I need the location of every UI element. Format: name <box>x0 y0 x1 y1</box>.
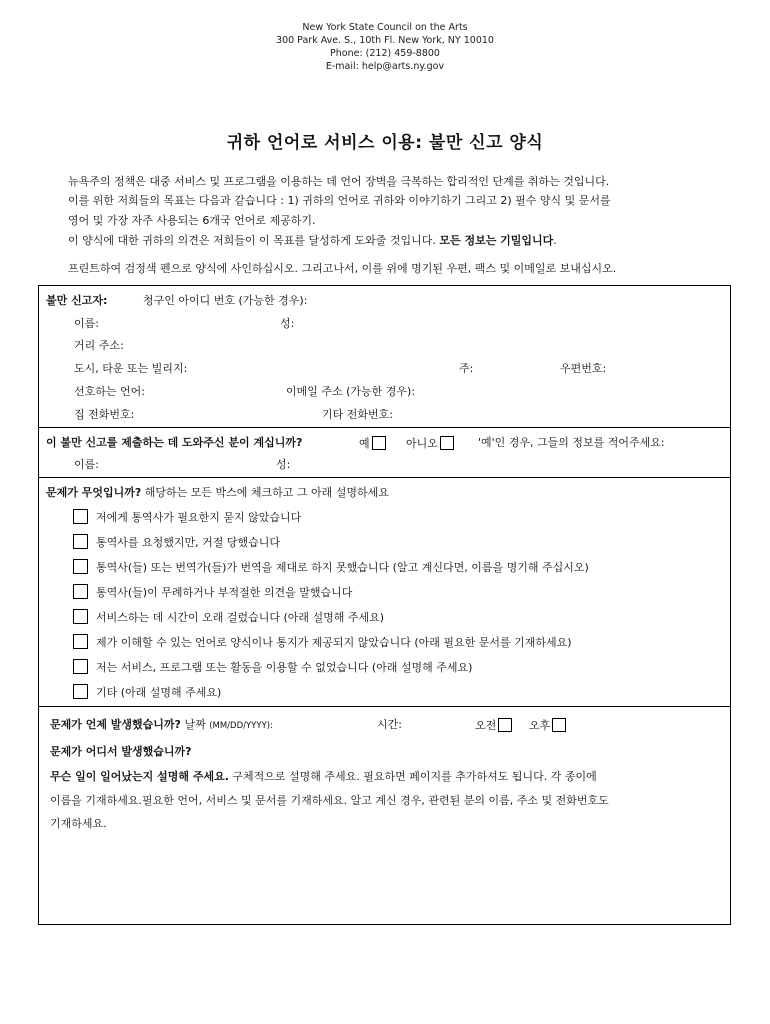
org-phone: Phone: (212) 459-8800 <box>330 48 440 59</box>
problem-checkbox[interactable] <box>73 584 88 599</box>
helper-yes-option[interactable] <box>359 436 386 451</box>
when-row <box>50 718 273 733</box>
pm-checkbox[interactable] <box>552 718 566 732</box>
pm-label: 오후 <box>529 719 551 732</box>
helper-no-option[interactable] <box>406 436 454 451</box>
helper-no-label: 아니오 <box>406 437 438 450</box>
intro-line-1: 뉴욕주의 정책은 대중 서비스 및 프로그램을 이용하는 데 언어 장벽을 극복하는 합리적인 단계를 취하는 것입니다. <box>68 175 610 188</box>
date-format: (MM/DD/YYYY): <box>209 721 273 731</box>
intro-line-4-end: . <box>553 234 557 247</box>
where-question[interactable]: 문제가 어디서 발생했습니까? <box>50 745 192 758</box>
org-name: New York State Council on the Arts <box>302 22 468 33</box>
am-option[interactable] <box>475 718 512 733</box>
helper-yes-checkbox[interactable] <box>372 436 386 450</box>
problem-heading-row <box>46 486 389 500</box>
description-area[interactable] <box>40 836 729 922</box>
am-checkbox[interactable] <box>498 718 512 732</box>
claim-id-field[interactable]: 청구인 아이디 번호 (가능한 경우): <box>143 294 308 307</box>
state-field[interactable]: 주: <box>459 362 474 375</box>
language-field[interactable]: 선호하는 언어: <box>74 385 145 398</box>
street-address-field[interactable]: 거리 주소: <box>74 339 124 352</box>
problem-option: 통역사를 요청했지만, 거절 당했습니다 <box>96 536 281 549</box>
section-divider <box>38 477 731 478</box>
org-email: E-mail: help@arts.ny.gov <box>325 61 445 72</box>
first-name-field[interactable]: 이름: <box>74 317 99 330</box>
intro-line-2: 이를 위한 저희들의 목표는 다음과 같습니다 : 1) 귀하의 언어로 귀하와 이야기하기 그리고 2) 필수 양식 및 문서를 <box>68 194 611 207</box>
section-divider <box>38 427 731 428</box>
helper-yes-label: 예 <box>359 437 370 450</box>
form-box <box>38 285 731 925</box>
am-label: 오전 <box>475 719 497 732</box>
problem-option: 기타 (아래 설명해 주세요) <box>96 686 222 699</box>
helper-no-checkbox[interactable] <box>440 436 454 450</box>
other-phone-field[interactable]: 기타 전화번호: <box>322 408 393 421</box>
problem-option: 서비스하는 데 시간이 오래 걸렸습니다 (아래 설명해 주세요) <box>96 611 385 624</box>
problem-instruction: 해당하는 모든 박스에 체크하고 그 아래 설명하세요 <box>144 486 389 499</box>
problem-option: 통역사(들) 또는 번역가(들)가 번역을 제대로 하지 못했습니다 (알고 계신다면, 이름을 명기해 주십시오) <box>96 561 589 574</box>
print-instruction: 프린트하여 검정색 펜으로 양식에 사인하십시오. 그리고나서, 이를 위에 명기된 우편, 팩스 및 이메일로 보내십시오. <box>68 262 617 275</box>
intro-line-4-text: 이 양식에 대한 귀하의 의견은 저희들이 이 목표를 달성하게 도와줄 것입니다. <box>68 234 440 247</box>
section-divider <box>38 706 731 707</box>
city-field[interactable]: 도시, 타운 또는 빌리지: <box>74 362 188 375</box>
problem-checkbox[interactable] <box>73 684 88 699</box>
problem-checkbox[interactable] <box>73 509 88 524</box>
helper-last-name-field[interactable]: 성: <box>276 458 291 471</box>
org-address: 300 Park Ave. S., 10th Fl. New York, NY 10010 <box>276 35 494 46</box>
form-title: 귀하 언어로 서비스 이용: 불만 신고 양식 <box>226 133 544 153</box>
describe-line-1 <box>50 770 597 784</box>
when-question: 문제가 언제 발생했습니까? <box>50 718 181 731</box>
problem-checkbox[interactable] <box>73 634 88 649</box>
pm-option[interactable] <box>529 718 566 733</box>
describe-text-1: 구체적으로 설명해 주세요. 필요하면 페이지를 추가하셔도 됩니다. 각 종이에 <box>228 770 597 783</box>
time-field[interactable]: 시간: <box>377 718 402 731</box>
problem-option: 제가 이해할 수 있는 언어로 양식이나 통지가 제공되지 않았습니다 (아래 필요한 문서를 기재하세요) <box>96 636 572 649</box>
home-phone-field[interactable]: 집 전화번호: <box>74 408 135 421</box>
complainant-heading: 불만 신고자: <box>46 294 108 307</box>
intro-line-4 <box>68 233 557 249</box>
problem-option: 저에게 통역사가 필요한지 묻지 않았습니다 <box>96 511 302 524</box>
last-name-field[interactable]: 성: <box>280 317 295 330</box>
problem-checkbox[interactable] <box>73 659 88 674</box>
zip-field[interactable]: 우편번호: <box>560 362 607 375</box>
describe-heading: 무슨 일이 일어났는지 설명해 주세요. <box>50 770 229 783</box>
describe-line-3: 기재하세요. <box>50 817 107 830</box>
problem-checkbox[interactable] <box>73 609 88 624</box>
problem-option: 통역사(들)이 무례하거나 부적절한 의견을 말했습니다 <box>96 586 353 599</box>
helper-if-yes-note: '예'인 경우, 그들의 정보를 적어주세요: <box>478 436 665 449</box>
helper-question: 이 불만 신고를 제출하는 데 도와주신 분이 계십니까? <box>46 436 303 449</box>
email-field[interactable]: 이메일 주소 (가능한 경우): <box>286 385 416 398</box>
describe-line-2: 이름을 기재하세요.필요한 언어, 서비스 및 문서를 기재하세요. 알고 계신 경우, 관련된 분의 이름, 주소 및 전화번호도 <box>50 794 609 807</box>
problem-option: 저는 서비스, 프로그램 또는 활동을 이용할 수 없었습니다 (아래 설명해 주세요) <box>96 661 473 674</box>
problem-heading: 문제가 무엇입니까? <box>46 486 142 499</box>
date-field[interactable]: 날짜 <box>184 718 206 731</box>
problem-checkbox[interactable] <box>73 559 88 574</box>
confidential-notice: 모든 정보는 기밀입니다 <box>439 234 554 247</box>
intro-line-3: 영어 및 가장 자주 사용되는 6개국 언어로 제공하기. <box>68 214 316 227</box>
problem-checkbox[interactable] <box>73 534 88 549</box>
helper-first-name-field[interactable]: 이름: <box>74 458 99 471</box>
